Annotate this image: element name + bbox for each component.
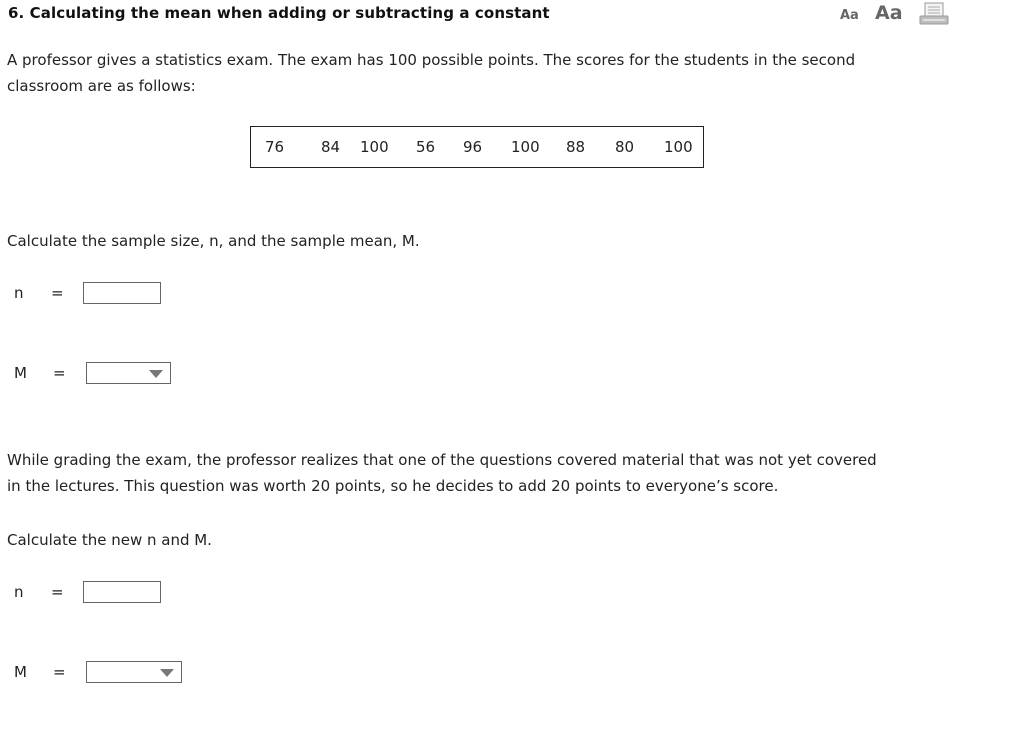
score-value: 100 [511, 138, 540, 156]
new-m-equals: = [53, 663, 66, 681]
score-value: 100 [360, 138, 389, 156]
intro-line-1: A professor gives a statistics exam. The exam has 100 possible points. The scores for the students in the second [7, 51, 856, 69]
m-label: M [14, 364, 27, 382]
middle-paragraph [7, 447, 947, 499]
new-n-label: n [14, 583, 24, 601]
m-select[interactable] [86, 362, 171, 384]
intro-paragraph [7, 47, 947, 99]
question-title: 6. Calculating the mean when adding or subtracting a constant [8, 4, 550, 22]
print-icon[interactable] [919, 2, 949, 26]
score-value: 88 [566, 138, 586, 156]
score-value: 56 [416, 138, 436, 156]
middle-line-1: While grading the exam, the professor realizes that one of the questions covered material that was not yet covered [7, 451, 877, 469]
chevron-down-icon [149, 370, 163, 378]
n-input[interactable] [83, 282, 161, 304]
score-value: 80 [615, 138, 635, 156]
middle-line-2: in the lectures. This question was worth 20 points, so he decides to add 20 points to everyone’s score. [7, 477, 779, 495]
new-n-equals: = [51, 583, 64, 601]
n-label: n [14, 284, 24, 302]
m-equals: = [53, 364, 66, 382]
scores-table [250, 126, 704, 168]
chevron-down-icon [160, 669, 174, 677]
score-value: 96 [463, 138, 483, 156]
intro-line-2: classroom are as follows: [7, 77, 196, 95]
new-m-select[interactable] [86, 661, 182, 683]
score-value: 100 [664, 138, 693, 156]
part2-prompt: Calculate the new n and M. [7, 531, 212, 549]
part1-prompt: Calculate the sample size, n, and the sample mean, M. [7, 232, 420, 250]
score-value: 84 [321, 138, 341, 156]
font-size-large-button[interactable]: Aa [875, 2, 903, 24]
font-size-small-button[interactable]: Aa [840, 8, 859, 23]
n-equals: = [51, 284, 64, 302]
new-n-input[interactable] [83, 581, 161, 603]
new-m-label: M [14, 663, 27, 681]
score-value: 76 [265, 138, 285, 156]
